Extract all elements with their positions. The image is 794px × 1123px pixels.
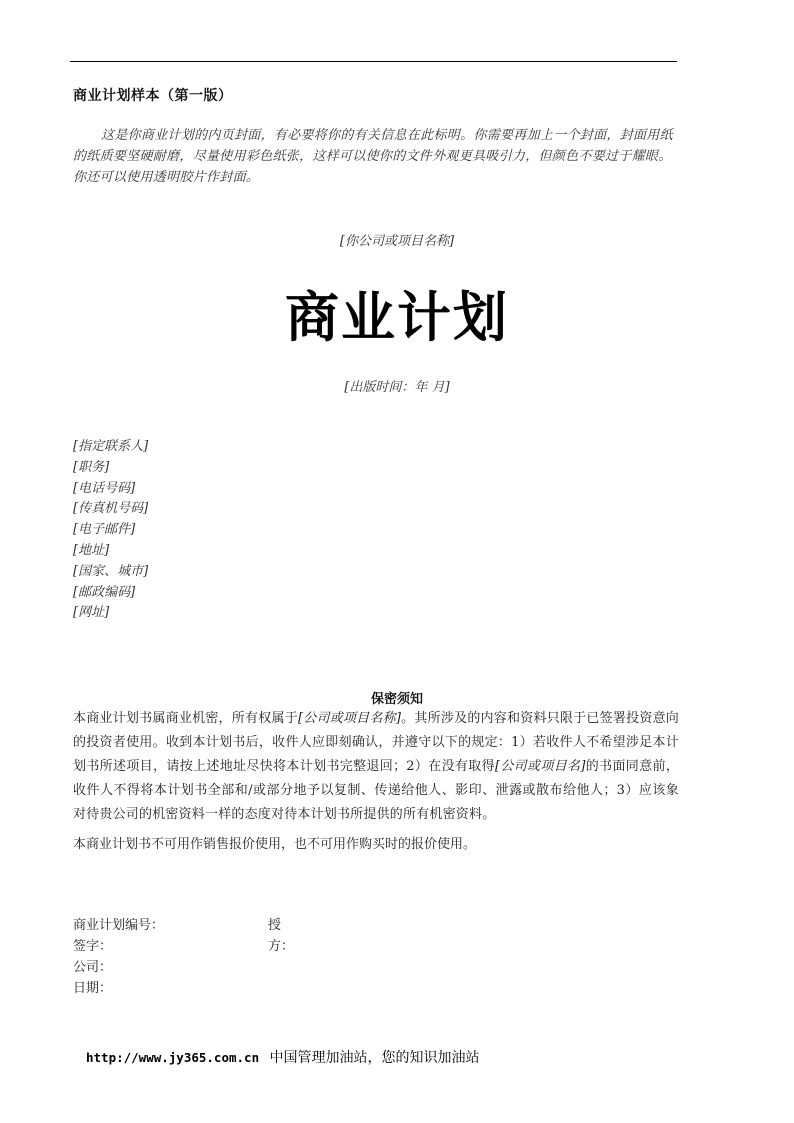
- contact-info-list: [73, 437, 148, 624]
- footer-slogan: 中国管理加油站，您的知识加油站: [269, 1050, 480, 1066]
- contact-title: [职务]: [73, 459, 110, 475]
- contact-country-city: [国家、城市]: [73, 563, 149, 579]
- contact-phone: [电话号码]: [73, 480, 136, 496]
- intro-paragraph: 这是你商业计划的内页封面，有必要将你的有关信息在此标明。你需要再加上一个封面，封面用纸的纸质要坚硬耐磨，尽量使用彩色纸张，这样可以使你的文件外观更具吸引力，但颜色不要过于耀眼。你还可以使用透明胶片作封面。: [73, 128, 673, 185]
- contact-postal-code: [邮政编码]: [73, 584, 136, 600]
- contact-address: [地址]: [73, 542, 110, 558]
- company-label: 公司：: [73, 960, 113, 975]
- plan-number-label: 商业计划编号：: [73, 918, 165, 933]
- page-footer: [86, 1047, 480, 1067]
- recipient-label: 授方：: [268, 918, 295, 954]
- publish-date-placeholder: [出版时间：年 月]: [344, 380, 450, 395]
- contact-email: [电子邮件]: [73, 522, 136, 538]
- company-placeholder-1: [公司或项目名称]: [297, 711, 402, 726]
- usage-note: 本商业计划书不可用作销售报价使用，也不可用作购买时的报价使用。: [73, 837, 477, 852]
- company-name-placeholder: [你公司或项目名称]: [339, 234, 455, 249]
- header-rule: [70, 61, 677, 62]
- confidentiality-text-3: 的书面同意前，收件人不得将本计划书全部和/或部分地予以复制、传递给他人、影印、泄露或散布给他人；3）应该象对待贵公司的机密资料一样的态度对待本计划书所提供的所有机密资料。: [73, 759, 680, 822]
- document-heading: 商业计划样本（第一版）: [73, 88, 233, 104]
- confidentiality-body: [73, 707, 679, 827]
- signature-block: [73, 915, 295, 999]
- footer-url-link[interactable]: http://www.jy365.com.cn: [86, 1050, 260, 1065]
- confidentiality-text-1: 本商业计划书属商业机密，所有权属于: [73, 711, 298, 726]
- signature-label: 签字：: [73, 939, 113, 954]
- confidentiality-heading: 保密须知: [370, 692, 423, 707]
- confidentiality-text-2: 。其所涉及的内容和资料只限于已签署投资意向的投资者使用。收到本计划书后，收件人应即刻确认，并遵守以下的规定：1）若收件人不希望涉足本计划书所述项目，请按上述地址尽快将本计划书完整退回；2）在没有取得: [73, 711, 679, 774]
- contact-fax: [传真机号码]: [73, 501, 149, 517]
- main-title: 商业计划: [285, 285, 509, 349]
- company-placeholder-2: [公司或项目名]: [494, 759, 586, 774]
- contact-person: [指定联系人]: [73, 439, 149, 454]
- date-label: 日期：: [73, 981, 113, 996]
- contact-website: [网址]: [73, 605, 110, 621]
